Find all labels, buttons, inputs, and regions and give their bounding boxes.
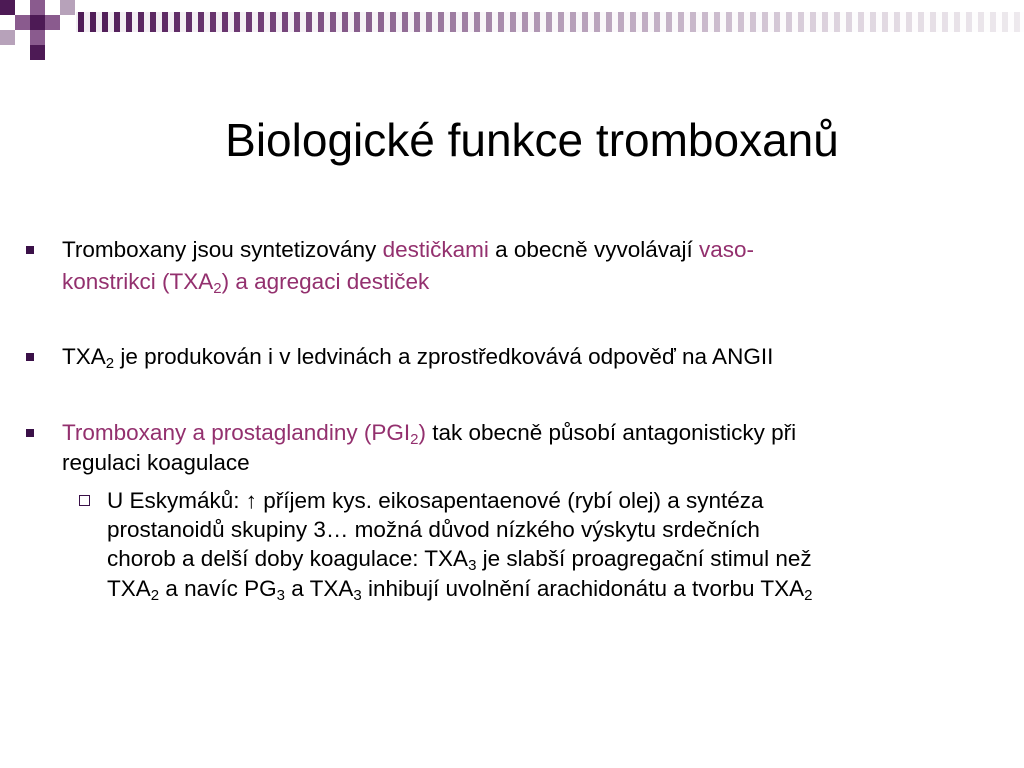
square-bullet-icon [26, 429, 34, 437]
text-run: ) [418, 420, 426, 445]
subscript: 2 [410, 431, 419, 448]
text-run: a obecně vyvolávají [488, 237, 699, 262]
text-run: a TXA [285, 576, 354, 601]
text-run: Tromboxany a prostaglandiny (PGI [62, 420, 411, 445]
hollow-square-bullet-icon [79, 495, 90, 506]
sub-bullet-line-4 [107, 574, 1007, 604]
subscript: 3 [468, 557, 477, 574]
subscript: 3 [276, 587, 286, 604]
sub-bullet-line-1 [107, 486, 1007, 516]
text-run: je produkován i v ledvinách a zprostředkovává odpověď na ANGII [114, 344, 774, 369]
text-run: TXA [107, 576, 151, 601]
bullet-1-line-1 [62, 235, 1012, 265]
text-run: a navíc PG [159, 576, 277, 601]
text-run: chorob a delší doby koagulace: TXA [107, 546, 469, 571]
highlight-tromboxany [62, 420, 426, 448]
square-bullet-icon [26, 353, 34, 361]
up-arrow-icon: ↑ [245, 488, 258, 513]
subscript: 2 [213, 280, 222, 297]
bullet-3-line-1 [62, 418, 1012, 448]
bullet-1-line-2 [62, 267, 1012, 297]
subscript: 2 [804, 587, 813, 604]
text-run: Tromboxany jsou syntetizovány [62, 237, 383, 262]
text-run: inhibují uvolnění arachidonátu a tvorbu TXA [361, 576, 805, 601]
text-run: tak obecně působí antagonisticky při [425, 420, 797, 445]
square-bullet-icon [26, 246, 34, 254]
subscript: 2 [105, 355, 115, 372]
subscript: 2 [150, 587, 160, 604]
slide-title: Biologické funkce tromboxanů [225, 114, 839, 166]
text-run: ) a agregaci destiček [221, 269, 430, 294]
highlight-vaso: vaso- [698, 237, 755, 262]
sub-bullet-line-3 [107, 544, 1007, 574]
text-run: U Eskymáků: [107, 488, 246, 513]
header-decoration [0, 0, 1024, 64]
text-run: TXA [62, 344, 106, 369]
sub-bullet-line-2: prostanoidů skupiny 3… možná důvod nízkého výskytu srdečních [107, 517, 760, 542]
text-run: je slabší proagregační stimul než [476, 546, 812, 571]
bullet-3-line-2: regulaci koagulace [62, 450, 250, 475]
text-run: příjem kys. eikosapentaenové (rybí olej) a syntéza [257, 488, 764, 513]
text-run: konstrikci (TXA [62, 269, 214, 294]
highlight-destickami: destičkami [382, 237, 489, 262]
subscript: 3 [353, 587, 362, 604]
bullet-2-line-1 [62, 342, 1012, 372]
